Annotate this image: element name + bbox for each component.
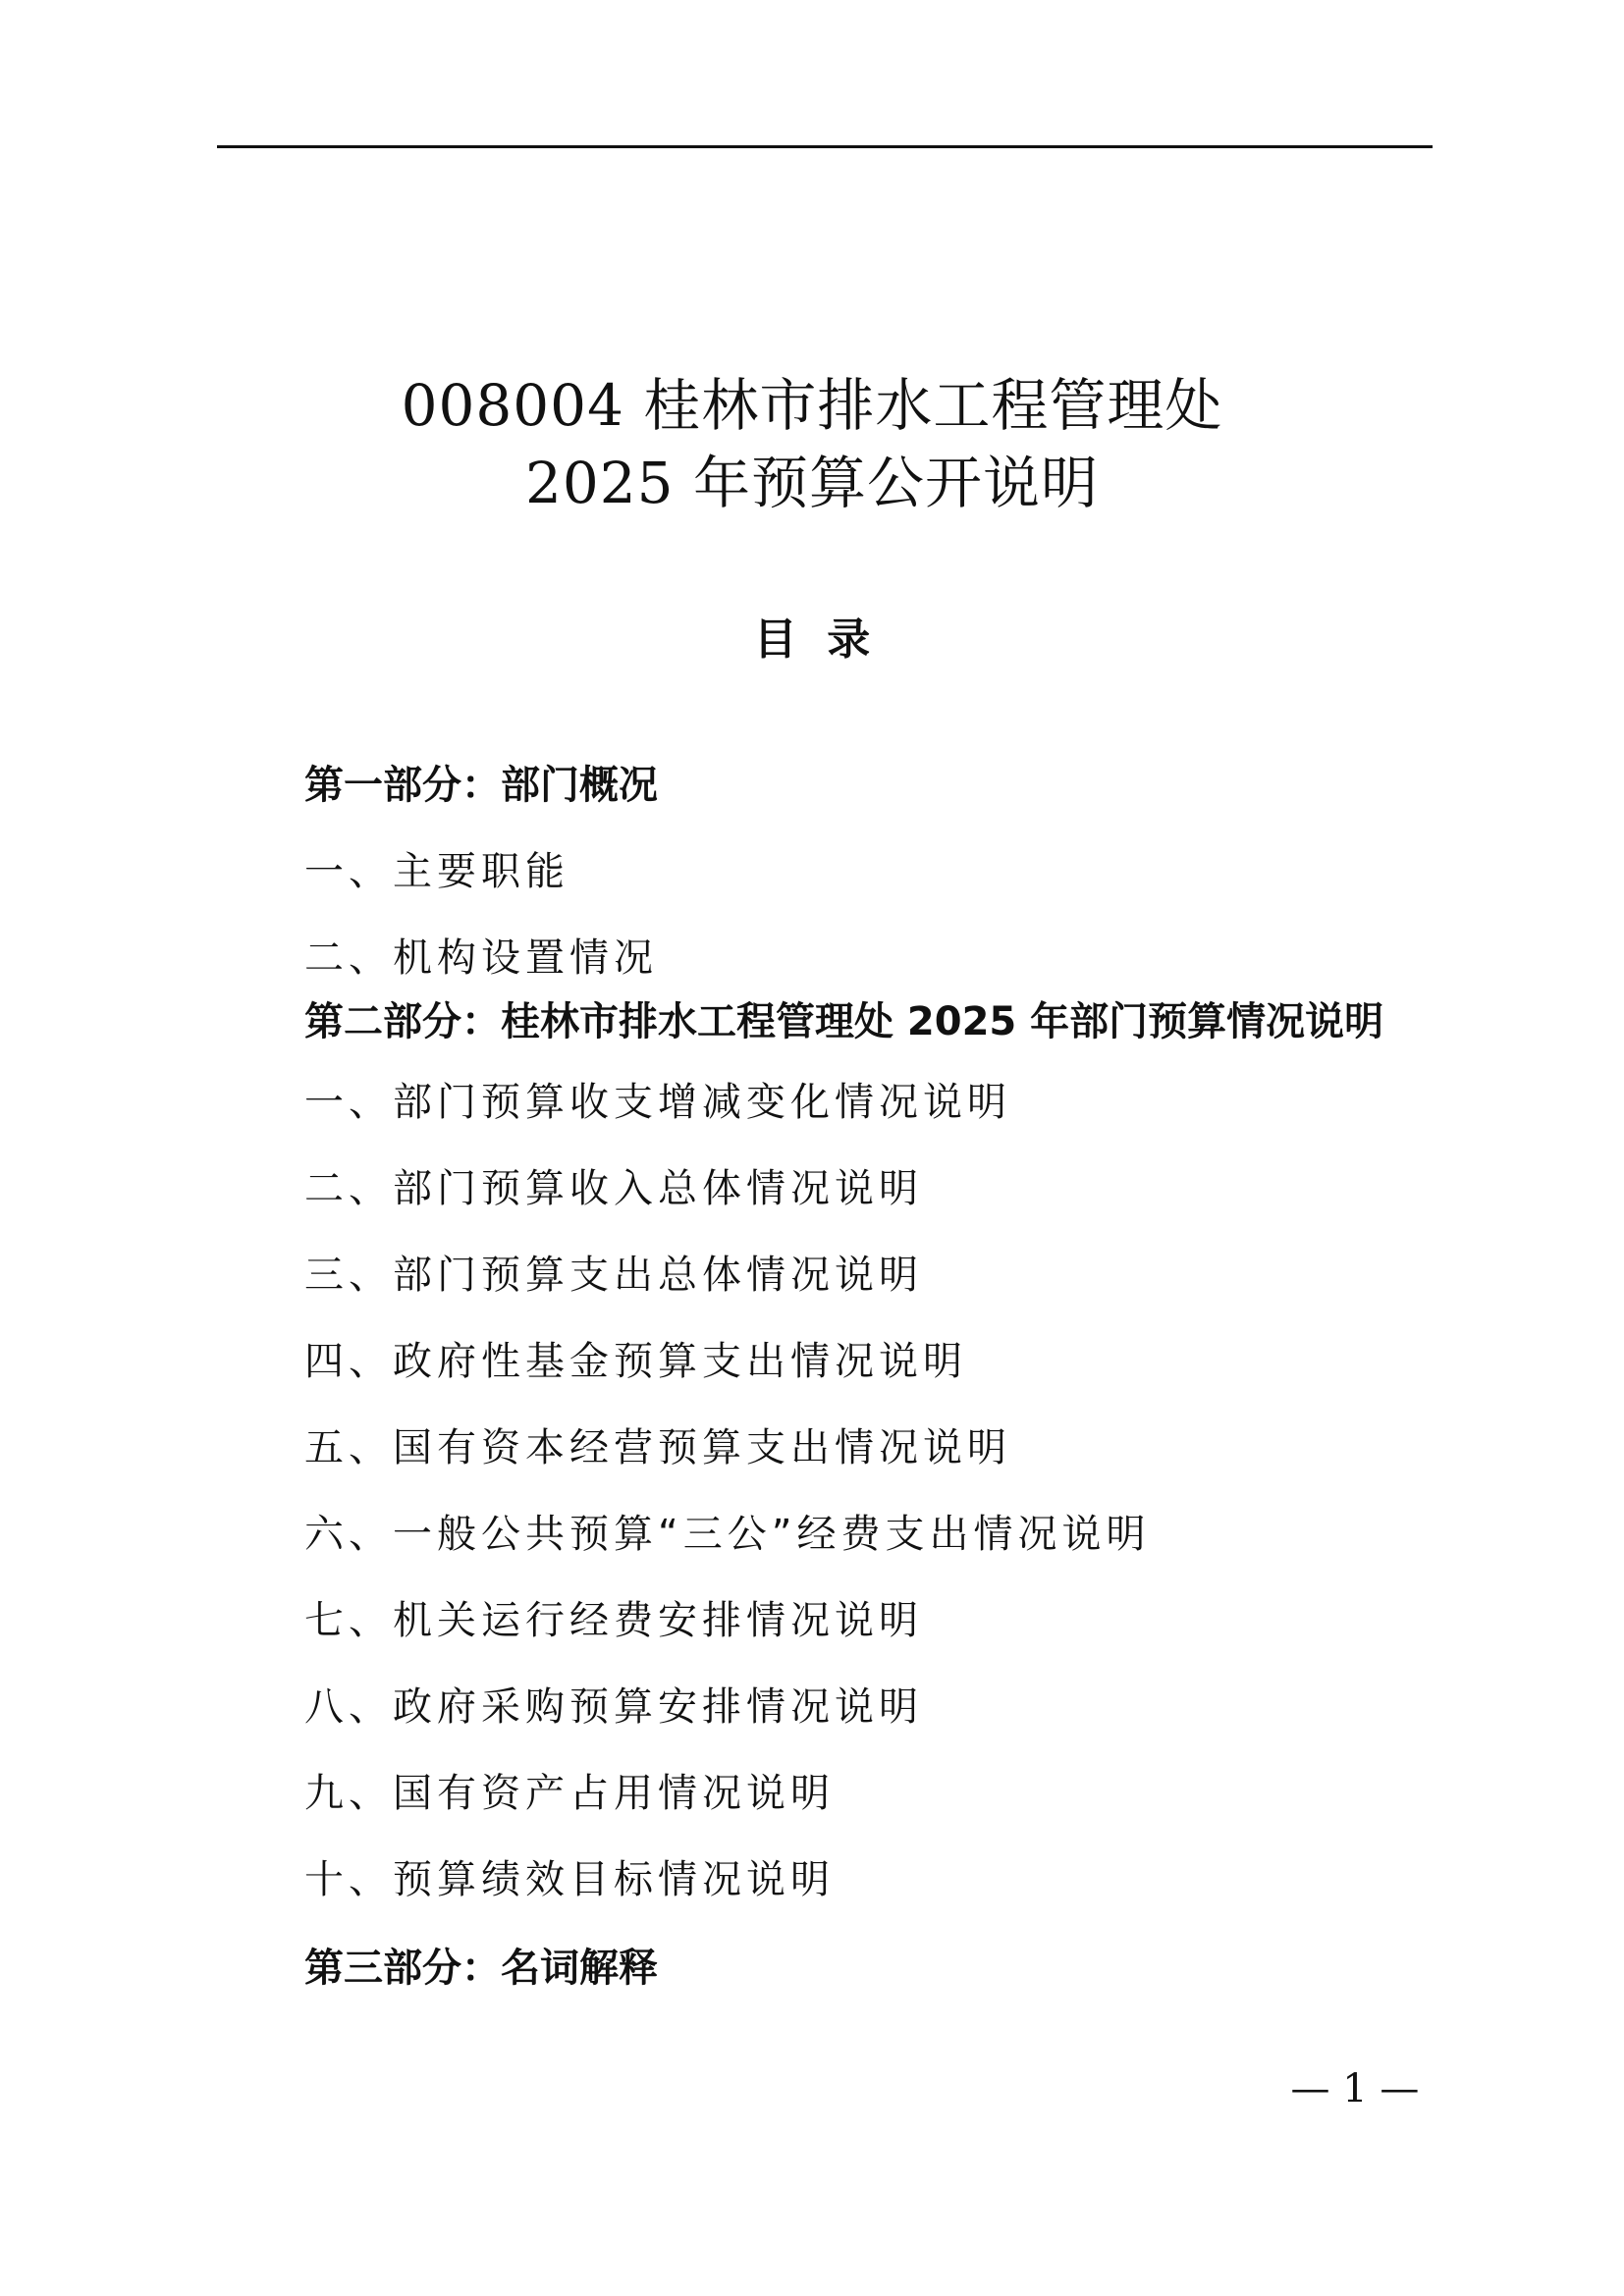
toc-item-three-public-expenses[interactable]: 六、一般公共预算“三公”经费支出情况说明	[304, 1512, 1151, 1557]
toc-item-performance-targets[interactable]: 十、预算绩效目标情况说明	[304, 1857, 835, 1902]
toc-item-government-fund[interactable]: 四、政府性基金预算支出情况说明	[304, 1339, 967, 1384]
toc-item-budget-income[interactable]: 二、部门预算收入总体情况说明	[304, 1166, 923, 1211]
toc-part-1[interactable]: 第一部分：部门概况	[304, 763, 658, 808]
document-title-line-2: 2025 年预算公开说明	[524, 450, 1100, 516]
toc-item-state-assets[interactable]: 九、国有资产占用情况说明	[304, 1771, 835, 1816]
toc-item-state-capital[interactable]: 五、国有资本经营预算支出情况说明	[304, 1425, 1011, 1470]
toc-item-operating-funds[interactable]: 七、机关运行经费安排情况说明	[304, 1598, 923, 1643]
header-rule	[217, 145, 1433, 148]
toc-part-3[interactable]: 第三部分：名词解释	[304, 1946, 658, 1991]
toc-item-budget-changes[interactable]: 一、部门预算收支增减变化情况说明	[304, 1080, 1011, 1125]
page-number: — 1 —	[1290, 2066, 1420, 2111]
toc-item-budget-expenditure[interactable]: 三、部门预算支出总体情况说明	[304, 1253, 923, 1298]
toc-part-2[interactable]: 第二部分：桂林市排水工程管理处 2025 年部门预算情况说明	[304, 999, 1384, 1044]
toc-item-procurement[interactable]: 八、政府采购预算安排情况说明	[304, 1684, 923, 1730]
document-title-line-1: 008004 桂林市排水工程管理处	[401, 372, 1223, 439]
toc-item-organization[interactable]: 二、机构设置情况	[304, 935, 658, 981]
toc-heading: 目 录	[753, 614, 871, 665]
toc-item-main-functions[interactable]: 一、主要职能	[304, 849, 569, 894]
